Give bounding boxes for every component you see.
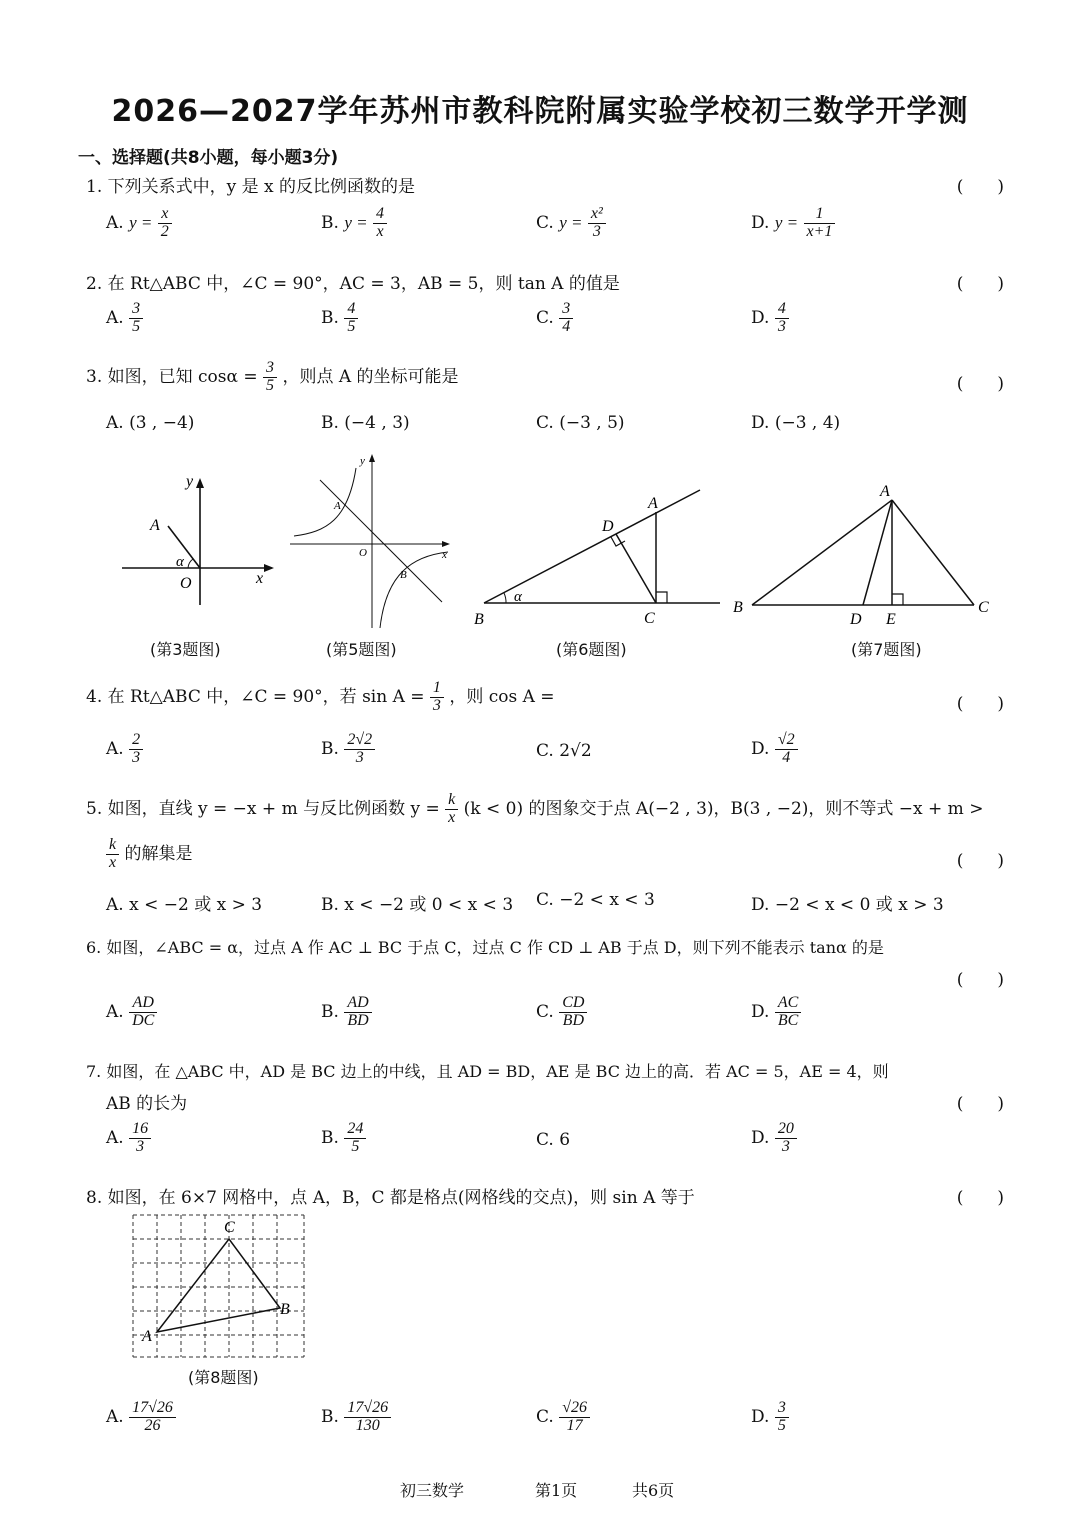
q6-option-c[interactable] <box>536 995 587 1030</box>
footer-page: 第1页 <box>535 1481 578 1500</box>
option-label: A. <box>106 1127 124 1148</box>
stem-part: 4. 在 Rt△ABC 中，∠C = 90°，若 sin A = <box>86 686 425 707</box>
line-graph <box>320 480 442 602</box>
y-axis-arrow <box>369 454 375 462</box>
figure-3-caption: (第3题图) <box>150 640 221 659</box>
figure-8-grid <box>128 1210 313 1362</box>
q7-option-b[interactable] <box>321 1121 366 1156</box>
question-8-stem: 8. 如图，在 6×7 网格中，点 A，B，C 都是格点(网格线的交点)，则 sin A 等于 <box>86 1188 695 1208</box>
option-fraction: $\frac{4}{3}$ <box>775 301 789 336</box>
option-label: B. <box>321 1127 339 1148</box>
figure-7-diagram <box>728 478 998 628</box>
label-b: B <box>280 1301 290 1318</box>
option-fraction: $\frac{√2}{4}$ <box>775 732 798 767</box>
stem-part: ，则点 A 的坐标可能是 <box>282 366 459 387</box>
q6-option-d[interactable] <box>751 995 801 1030</box>
q5-option-b[interactable]: B. x < −2 或 0 < x < 3 <box>321 895 514 915</box>
option-fraction: $\frac{AD}{DC}$ <box>129 995 157 1030</box>
q3-option-c[interactable]: C. (−3 , 5) <box>536 413 625 433</box>
footer-total: 共6页 <box>632 1481 675 1500</box>
q2-option-b[interactable] <box>321 301 358 336</box>
footer-subject: 初三数学 <box>400 1481 465 1500</box>
label-o: O <box>180 575 192 592</box>
option-fraction: $\frac{3}{5}$ <box>129 301 143 336</box>
q8-option-d[interactable] <box>751 1400 789 1435</box>
stem-fraction: $\frac{k}{x}$ <box>445 792 458 827</box>
option-label: D. <box>751 1001 770 1022</box>
segment-cd <box>616 534 656 603</box>
question-6-stem: 6. 如图，∠ABC = α，过点 A 作 AC ⊥ BC 于点 C，过点 C 作 CD ⊥ AB 于点 D，则下列不能表示 tanα 的是 <box>86 938 884 957</box>
label-d: D <box>850 611 862 628</box>
label-c: C <box>978 599 989 616</box>
q4-option-a[interactable] <box>106 732 143 767</box>
label-a: A <box>880 483 890 500</box>
q8-option-a[interactable] <box>106 1400 176 1435</box>
question-1-stem: 1. 下列关系式中，y 是 x 的反比例函数的是 <box>86 177 416 197</box>
q5-option-d[interactable]: D. −2 < x < 0 或 x > 3 <box>751 895 944 915</box>
label-a: A <box>142 1328 152 1345</box>
option-label: D. <box>751 1406 770 1427</box>
answer-paren-6: ( ) <box>956 970 1004 990</box>
q4-option-c[interactable]: C. 2√2 <box>536 741 592 761</box>
hyperbola-right <box>380 552 448 628</box>
q4-option-d[interactable] <box>751 732 798 767</box>
option-fraction: $\frac{3}{4}$ <box>559 301 573 336</box>
q4-option-b[interactable] <box>321 732 375 767</box>
label-c: C <box>224 1219 235 1236</box>
line-ba <box>484 490 700 603</box>
question-5-stem-line2 <box>106 837 193 872</box>
label-alpha: α <box>514 589 522 605</box>
x-axis-arrow <box>264 564 274 572</box>
option-lhs: y = <box>344 212 368 232</box>
option-label: A. <box>106 1001 124 1022</box>
section-heading: 一、选择题(共8小题，每小题3分) <box>78 148 339 168</box>
q8-option-b[interactable] <box>321 1400 391 1435</box>
option-lhs: y = <box>774 212 799 232</box>
grid-lines <box>133 1215 304 1357</box>
answer-paren-1: ( ) <box>956 177 1004 197</box>
label-a: A <box>648 495 658 512</box>
label-x: x <box>442 549 447 561</box>
segment-ad <box>863 500 892 605</box>
right-angle-c <box>656 592 667 603</box>
hyperbola-left <box>294 468 356 536</box>
q5-option-a[interactable]: A. x < −2 或 x > 3 <box>106 895 263 915</box>
q3-option-a[interactable]: A. (3 , −4) <box>106 413 195 433</box>
option-lhs: y = <box>129 212 153 232</box>
q6-option-b[interactable] <box>321 995 372 1030</box>
option-fraction: $\frac{17√26}{26}$ <box>129 1400 176 1435</box>
stem-fraction: $\frac{3}{5}$ <box>263 360 277 395</box>
q6-option-a[interactable] <box>106 995 157 1030</box>
label-alpha: α <box>176 554 184 570</box>
option-label: B. <box>321 212 339 233</box>
q8-option-c[interactable] <box>536 1400 590 1435</box>
option-fraction: $\frac{4}{x}$ <box>373 206 387 241</box>
option-fraction: $\frac{20}{3}$ <box>775 1121 797 1156</box>
y-axis-arrow <box>196 478 204 488</box>
figure-5-diagram <box>286 450 456 630</box>
figure-7-caption: (第7题图) <box>851 640 922 659</box>
q3-option-b[interactable]: B. (−4 , 3) <box>321 413 410 433</box>
option-label: D. <box>751 307 770 328</box>
question-3-stem <box>86 360 459 395</box>
question-2-stem: 2. 在 Rt△ABC 中，∠C = 90°，AC = 3，AB = 5，则 tan A 的值是 <box>86 274 620 294</box>
figure-5-caption: (第5题图) <box>326 640 397 659</box>
stem-fraction: $\frac{1}{3}$ <box>430 680 444 715</box>
ray-oa <box>168 526 200 568</box>
option-fraction: $\frac{1}{x+1}$ <box>804 206 836 241</box>
option-label: B. <box>321 307 339 328</box>
figure-6-caption: (第6题图) <box>556 640 627 659</box>
option-label: C. <box>536 212 554 233</box>
option-fraction: $\frac{2}{3}$ <box>129 732 143 767</box>
q7-option-d[interactable] <box>751 1121 797 1156</box>
label-y: y <box>186 473 194 490</box>
option-fraction: $\frac{4}{5}$ <box>344 301 358 336</box>
q1-option-b[interactable] <box>321 206 387 241</box>
option-fraction: $\frac{AD}{BD}$ <box>344 995 371 1030</box>
stem-part: ，则 cos A = <box>449 686 555 707</box>
option-label: B. <box>321 1001 339 1022</box>
figure-6-diagram <box>470 480 725 630</box>
stem-part: 3. 如图，已知 cosα = <box>86 366 258 387</box>
option-fraction: $\frac{CD}{BD}$ <box>559 995 587 1030</box>
question-4-stem <box>86 680 555 715</box>
option-label: C. <box>536 1001 554 1022</box>
stem-fraction: $\frac{k}{x}$ <box>106 837 119 872</box>
stem-part: 的解集是 <box>124 843 193 864</box>
angle-arc <box>188 559 193 568</box>
option-label: A. <box>106 212 124 233</box>
question-7-stem-line2: AB 的长为 <box>106 1094 188 1114</box>
stem-part: (k < 0) 的图象交于点 A(−2 , 3)，B(3 , −2)，则不等式 −x + m > <box>463 798 984 819</box>
label-a: A <box>334 500 341 512</box>
option-label: C. <box>536 307 554 328</box>
option-label: A. <box>106 738 124 759</box>
option-label: A. <box>106 307 124 328</box>
question-5-stem-line1 <box>86 792 983 827</box>
option-fraction: $\frac{2√2}{3}$ <box>344 732 375 767</box>
label-b: B <box>733 599 743 616</box>
label-e: E <box>886 611 896 628</box>
q2-option-c[interactable] <box>536 301 573 336</box>
triangle-abc <box>157 1239 280 1332</box>
label-b: B <box>474 611 484 628</box>
label-o: O <box>359 547 367 559</box>
figure-8-caption: (第8题图) <box>188 1368 259 1387</box>
option-label: A. <box>106 1406 124 1427</box>
label-y: y <box>360 455 365 467</box>
option-label: C. <box>536 1406 554 1427</box>
option-fraction: $\frac{√26}{17}$ <box>559 1400 590 1435</box>
segment-ab <box>752 500 892 605</box>
option-fraction: $\frac{3}{5}$ <box>775 1400 789 1435</box>
q7-option-a[interactable] <box>106 1121 151 1156</box>
label-d: D <box>602 518 614 535</box>
q3-option-d[interactable]: D. (−3 , 4) <box>751 413 841 433</box>
option-fraction: $\frac{24}{5}$ <box>344 1121 366 1156</box>
option-label: D. <box>751 212 770 233</box>
option-fraction: $\frac{x}{2}$ <box>158 206 172 241</box>
figure-3-diagram <box>110 470 280 615</box>
q1-option-a[interactable] <box>106 206 172 241</box>
option-fraction: $\frac{\text{x²}}{3}$ <box>588 206 606 241</box>
option-fraction: $\frac{16}{3}$ <box>129 1121 151 1156</box>
q2-option-a[interactable] <box>106 301 143 336</box>
answer-paren-5: ( ) <box>956 851 1004 871</box>
right-angle-e <box>892 594 903 605</box>
answer-paren-8: ( ) <box>956 1188 1004 1208</box>
option-label: D. <box>751 1127 770 1148</box>
q1-option-d[interactable] <box>751 206 835 241</box>
answer-paren-2: ( ) <box>956 274 1004 294</box>
q5-option-c[interactable]: C. −2 < x < 3 <box>536 890 655 910</box>
answer-paren-4: ( ) <box>956 694 1004 714</box>
option-label: B. <box>321 1406 339 1427</box>
q7-option-c[interactable]: C. 6 <box>536 1130 571 1150</box>
segment-ac <box>892 500 974 605</box>
answer-paren-3: ( ) <box>956 374 1004 394</box>
option-label: B. <box>321 738 339 759</box>
angle-arc <box>504 593 506 603</box>
page-title: 2026—2027学年苏州市教科院附属实验学校初三数学开学测 <box>111 94 969 129</box>
x-axis-arrow <box>442 541 450 547</box>
label-x: x <box>256 570 264 587</box>
question-7-stem-line1: 7. 如图，在 △ABC 中，AD 是 BC 边上的中线，且 AD = BD，AE 是 BC 边上的高．若 AC = 5，AE = 4，则 <box>86 1062 889 1081</box>
label-b: B <box>400 569 407 581</box>
option-label: D. <box>751 738 770 759</box>
option-fraction: $\frac{17√26}{130}$ <box>344 1400 391 1435</box>
label-a: A <box>150 517 160 534</box>
q1-option-c[interactable] <box>536 206 606 241</box>
option-fraction: $\frac{AC}{BC}$ <box>775 995 801 1030</box>
stem-part: 5. 如图，直线 y = −x + m 与反比例函数 y = <box>86 798 440 819</box>
label-c: C <box>644 610 655 627</box>
q2-option-d[interactable] <box>751 301 789 336</box>
answer-paren-7: ( ) <box>956 1094 1004 1114</box>
option-lhs: y = <box>559 212 583 232</box>
